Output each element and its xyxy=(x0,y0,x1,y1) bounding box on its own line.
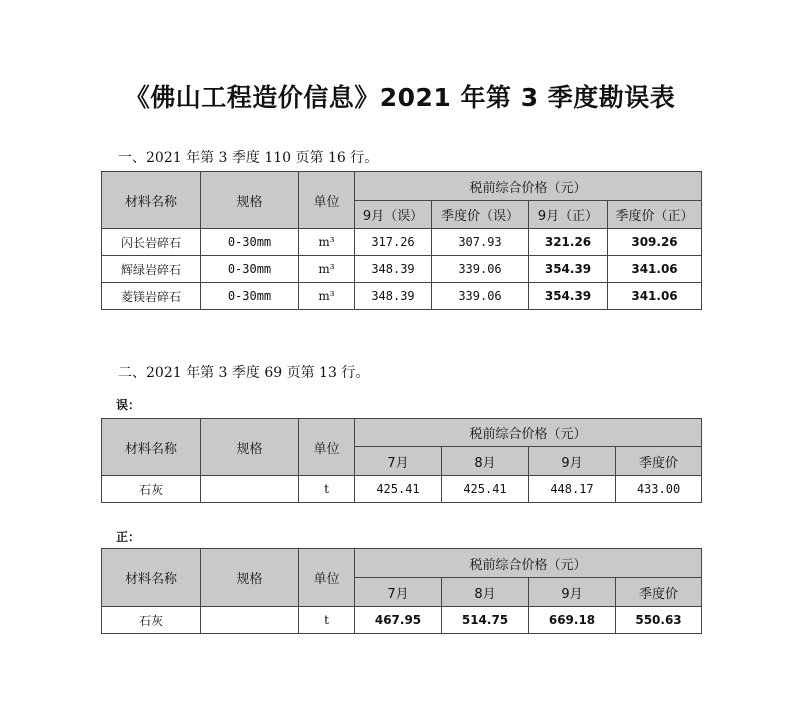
header-unit: 单位 xyxy=(299,419,355,476)
errata-table-1 xyxy=(101,171,702,310)
cell-value-corrected: 354.39 xyxy=(529,283,608,310)
header-spec: 规格 xyxy=(201,549,299,607)
table-row xyxy=(102,283,702,310)
cell-unit: m³ xyxy=(299,283,355,310)
cell-value: 339.06 xyxy=(432,283,529,310)
cell-value: 433.00 xyxy=(616,476,702,503)
header-col: 季度价 xyxy=(616,578,702,607)
section-1-heading: 一、2021 年第 3 季度 110 页第 16 行。 xyxy=(118,150,379,166)
cell-value-corrected: 550.63 xyxy=(616,607,702,634)
header-spec: 规格 xyxy=(201,419,299,476)
cell-value: 317.26 xyxy=(355,229,432,256)
cell-spec xyxy=(201,476,299,503)
header-material-name: 材料名称 xyxy=(102,419,201,476)
header-col: 9月（误） xyxy=(355,201,432,229)
cell-value: 339.06 xyxy=(432,256,529,283)
header-price-group: 税前综合价格（元） xyxy=(355,419,702,447)
header-unit: 单位 xyxy=(299,549,355,607)
page-title: 《佛山工程造价信息》2021 年第 3 季度勘误表 xyxy=(124,83,676,112)
header-col: 9月 xyxy=(529,578,616,607)
cell-unit: m³ xyxy=(299,229,355,256)
table-row xyxy=(102,476,702,503)
header-col: 7月 xyxy=(355,578,442,607)
cell-value-corrected: 309.26 xyxy=(608,229,702,256)
header-spec: 规格 xyxy=(201,172,299,229)
errata-table-2-wrong xyxy=(101,418,702,503)
header-col: 9月（正） xyxy=(529,201,608,229)
correct-label: 正： xyxy=(116,530,141,544)
cell-value: 307.93 xyxy=(432,229,529,256)
cell-value-corrected: 467.95 xyxy=(355,607,442,634)
header-col: 季度价 xyxy=(616,447,702,476)
cell-value: 425.41 xyxy=(442,476,529,503)
cell-unit: m³ xyxy=(299,256,355,283)
table-row xyxy=(102,256,702,283)
cell-value-corrected: 354.39 xyxy=(529,256,608,283)
cell-value: 425.41 xyxy=(355,476,442,503)
cell-value: 448.17 xyxy=(529,476,616,503)
cell-value-corrected: 514.75 xyxy=(442,607,529,634)
cell-value: 348.39 xyxy=(355,283,432,310)
cell-name: 闪长岩碎石 xyxy=(102,229,201,256)
cell-name: 辉绿岩碎石 xyxy=(102,256,201,283)
header-price-group: 税前综合价格（元） xyxy=(355,172,702,201)
table-row xyxy=(102,607,702,634)
header-material-name: 材料名称 xyxy=(102,549,201,607)
cell-value-corrected: 669.18 xyxy=(529,607,616,634)
cell-name: 石灰 xyxy=(102,607,201,634)
cell-name: 石灰 xyxy=(102,476,201,503)
section-2-heading: 二、2021 年第 3 季度 69 页第 13 行。 xyxy=(118,365,370,381)
cell-value-corrected: 341.06 xyxy=(608,256,702,283)
header-col: 9月 xyxy=(529,447,616,476)
cell-unit: t xyxy=(299,607,355,634)
cell-spec xyxy=(201,607,299,634)
wrong-label: 误： xyxy=(116,398,141,412)
header-unit: 单位 xyxy=(299,172,355,229)
cell-value: 348.39 xyxy=(355,256,432,283)
errata-table-2-correct xyxy=(101,548,702,634)
header-col: 季度价（误） xyxy=(432,201,529,229)
header-col: 8月 xyxy=(442,578,529,607)
cell-name: 菱镁岩碎石 xyxy=(102,283,201,310)
cell-spec: 0-30mm xyxy=(201,256,299,283)
cell-unit: t xyxy=(299,476,355,503)
header-price-group: 税前综合价格（元） xyxy=(355,549,702,578)
table-row xyxy=(102,229,702,256)
header-material-name: 材料名称 xyxy=(102,172,201,229)
cell-value-corrected: 341.06 xyxy=(608,283,702,310)
cell-spec: 0-30mm xyxy=(201,283,299,310)
header-col: 8月 xyxy=(442,447,529,476)
cell-spec: 0-30mm xyxy=(201,229,299,256)
header-col: 7月 xyxy=(355,447,442,476)
cell-value-corrected: 321.26 xyxy=(529,229,608,256)
header-col: 季度价（正） xyxy=(608,201,702,229)
